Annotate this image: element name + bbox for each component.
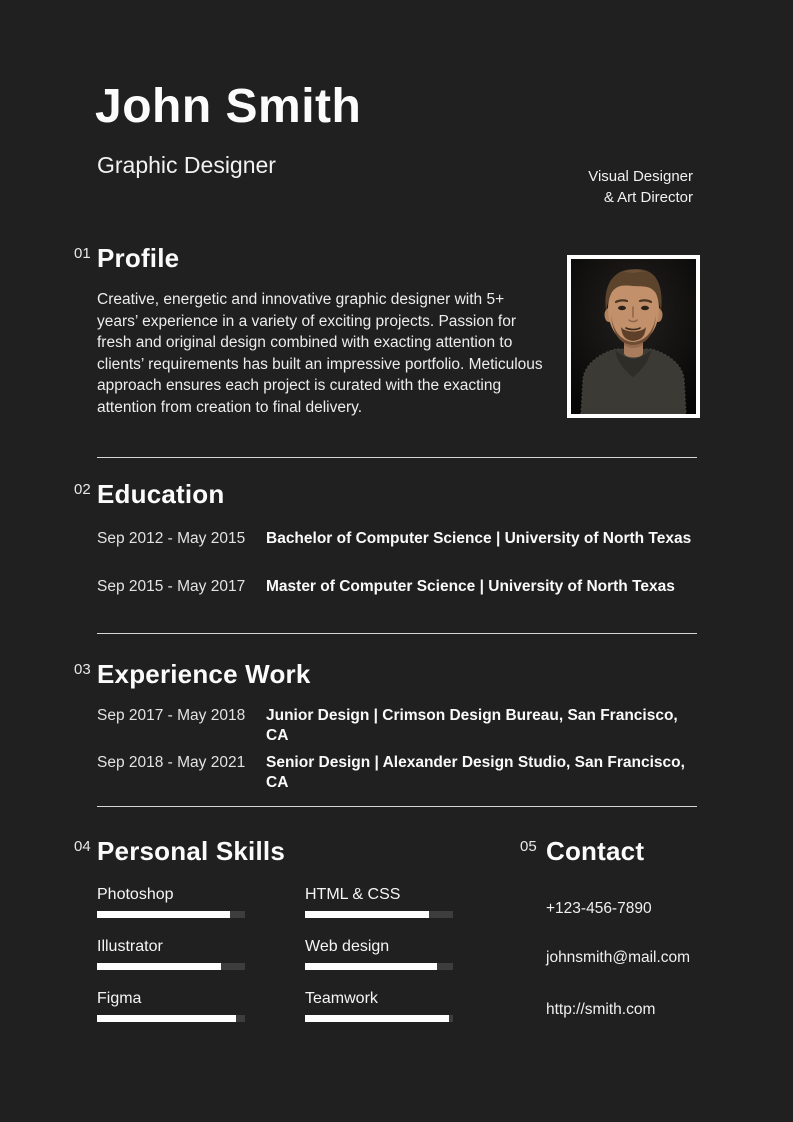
experience-description: Junior Design | Crimson Design Bureau, San Francisco, CA (266, 707, 678, 744)
portrait-photo (567, 255, 700, 418)
experience-row (97, 753, 697, 793)
skill-progress-fill (97, 911, 230, 918)
education-dates: Sep 2015 - May 2017 (97, 578, 246, 595)
skill-label: Figma (97, 990, 142, 1007)
education-description: Bachelor of Computer Science | University of North Texas (266, 530, 692, 547)
skill-progress-fill (305, 911, 429, 918)
tagline-line-1: Visual Designer (588, 168, 693, 185)
skill-progress-bar (97, 911, 245, 918)
person-name: John Smith (95, 80, 362, 133)
profile-summary: Creative, energetic and innovative graphic designer with 5+ years’ experience in a variety of exciting projects. Passion for fresh and original design combined with exacting attention to clients’ requirements has built an impressive portfolio. Meticulous approach ensures each project is curated with the exacting attention from creation to final delivery. (97, 291, 543, 416)
section-title-education: Education (97, 479, 225, 509)
education-row (97, 529, 697, 549)
skill-progress-bar (305, 963, 453, 970)
skill-item (305, 988, 453, 1022)
portrait-illustration (571, 259, 696, 414)
skill-progress-bar (305, 1015, 453, 1022)
section-number-profile: 01 (74, 245, 91, 262)
section-number-education: 02 (74, 481, 91, 498)
section-number-contact: 05 (520, 838, 537, 855)
skill-progress-bar (97, 963, 245, 970)
skill-progress-fill (305, 1015, 449, 1022)
section-number-experience: 03 (74, 661, 91, 678)
skill-progress-fill (97, 963, 221, 970)
experience-dates: Sep 2018 - May 2021 (97, 754, 246, 771)
section-number-skills: 04 (74, 838, 91, 855)
experience-row (97, 706, 697, 746)
skill-label: Web design (305, 938, 390, 955)
experience-description: Senior Design | Alexander Design Studio, San Francisco, CA (266, 754, 685, 791)
contact-website: http://smith.com (546, 1001, 656, 1018)
contact-phone: +123-456-7890 (546, 900, 652, 917)
skill-label: HTML & CSS (305, 886, 401, 903)
section-divider (97, 633, 697, 634)
skill-label: Illustrator (97, 938, 163, 955)
skill-progress-fill (305, 963, 437, 970)
education-row (97, 577, 697, 597)
education-description: Master of Computer Science | University of North Texas (266, 578, 675, 595)
education-dates: Sep 2012 - May 2015 (97, 530, 246, 547)
skills-grid (97, 884, 453, 1022)
section-divider (97, 806, 697, 807)
skill-item (97, 988, 245, 1022)
skill-label: Photoshop (97, 886, 174, 903)
skill-label: Teamwork (305, 990, 378, 1007)
skill-progress-bar (305, 911, 453, 918)
section-title-skills: Personal Skills (97, 836, 285, 866)
person-role: Graphic Designer (97, 152, 276, 178)
tagline-line-2: & Art Director (603, 189, 693, 206)
skill-item (97, 884, 245, 918)
skill-progress-fill (97, 1015, 236, 1022)
skill-item (305, 936, 453, 970)
header-tagline (588, 166, 693, 208)
skill-progress-bar (97, 1015, 245, 1022)
skill-item (305, 884, 453, 918)
section-title-contact: Contact (546, 836, 645, 866)
section-title-experience: Experience Work (97, 659, 311, 689)
experience-dates: Sep 2017 - May 2018 (97, 707, 246, 724)
contact-email: johnsmith@mail.com (546, 949, 691, 966)
section-title-profile: Profile (97, 243, 180, 273)
skill-item (97, 936, 245, 970)
section-divider (97, 457, 697, 458)
